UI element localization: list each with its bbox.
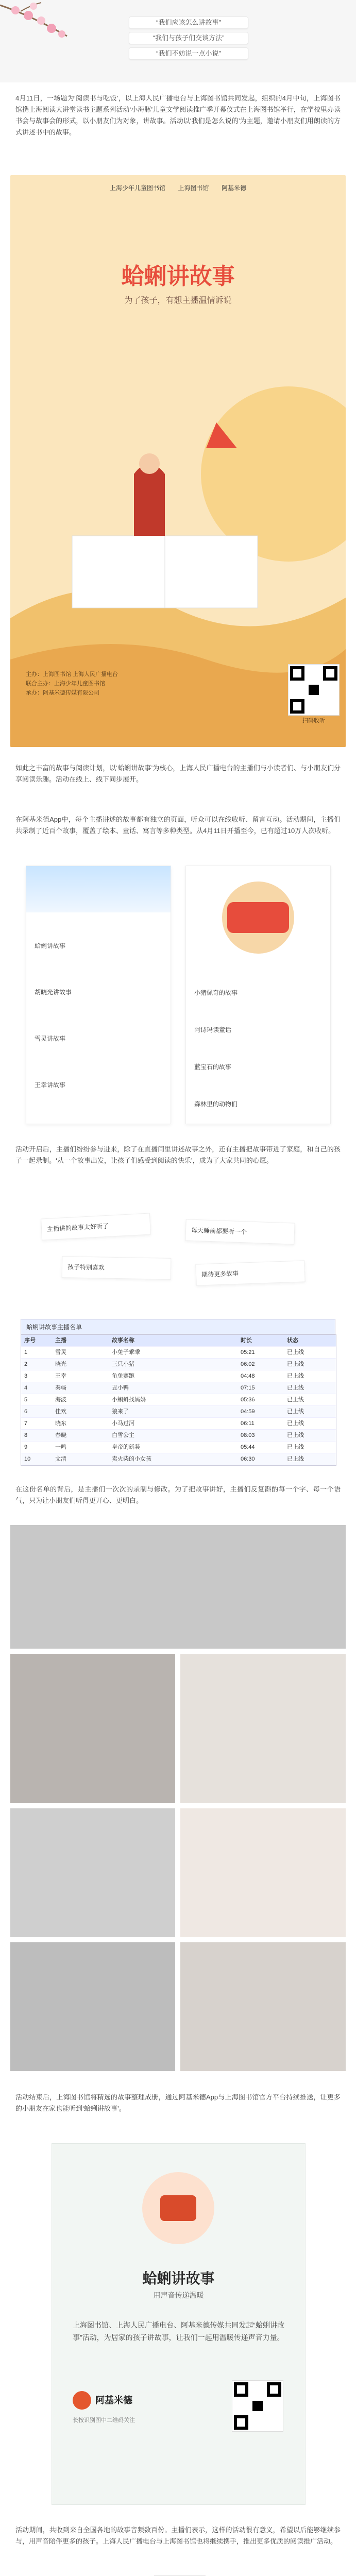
list-item[interactable]: 小猪佩奇的故事 <box>194 989 238 996</box>
section4-paragraph: 在这份名单的背后，是主播们一次次的录制与修改。为了把故事讲好，主播们反复斟酌每一个字、每一个语气，只为让小朋友们听得更开心、更明白。 <box>15 1485 341 1504</box>
app-screen-right <box>185 866 331 1124</box>
poster-hosted: 主办：上海图书馆 上海人民广播电台 <box>26 671 118 677</box>
comment-chip-2: 每天睡前都要听一个 <box>185 1219 295 1244</box>
promo-card-illustration <box>134 2164 222 2252</box>
poster-logo-1: 上海少年儿童图书馆 <box>110 184 166 192</box>
poster-co: 联合主办：上海少年儿童图书馆 <box>26 681 105 687</box>
event-poster <box>10 175 346 747</box>
photo-host-2 <box>180 1654 346 1803</box>
promo-card-title: 蛤蜊讲故事 <box>142 2270 215 2286</box>
photo-host-1 <box>10 1654 175 1803</box>
section2-paragraph-1: 如此之丰富的故事与阅读计划，以‘蛤蜊讲故事’为核心，上海人民广播电台的主播们与小读者们、与小朋友们分享阅读乐趣。活动在线上、线下同步展开。 <box>15 764 341 783</box>
list-item[interactable]: 胡晓光讲故事 <box>35 989 72 996</box>
photo-host-3 <box>10 1808 175 1937</box>
section6-paragraph: 活动期间，共收到来自全国各地的故事音频数百份。主播们表示，这样的活动很有意义，希望以后能够继续参与，用声音陪伴更多的孩子。上海人民广播电台与上海图书馆也将继续携手，推出更多优质的阅读推广活动。 <box>15 2526 341 2545</box>
photo-host-6 <box>180 1942 346 2071</box>
list-item[interactable]: 森林里的动物们 <box>194 1100 238 1108</box>
poster-title-sub: 为了孩子，有想主播温情诉说 <box>124 296 232 305</box>
cherry-blossom-decoration <box>0 0 82 62</box>
list-item[interactable]: 王幸讲故事 <box>35 1081 66 1089</box>
app-left-list <box>35 923 72 1108</box>
table-row[interactable]: 10 文清 卖火柴的小女孩 06:30 已上线 <box>21 1453 336 1465</box>
table-row[interactable]: 8 春晓 白雪公主 08:03 已上线 <box>21 1430 336 1442</box>
promo-qr-code[interactable] <box>232 2381 283 2431</box>
poster-title-main: 蛤蜊讲故事 <box>121 264 235 289</box>
header-area <box>0 0 356 82</box>
promo-card-brand <box>73 2391 196 2412</box>
brand-logo-icon <box>73 2391 91 2410</box>
table-row[interactable]: 9 一鸣 皇帝的新装 05:44 已上线 <box>21 1442 336 1453</box>
poster-logo-2: 上海图书馆 <box>178 184 209 192</box>
table-row[interactable]: 5 海波 小蝌蚪找妈妈 05:36 已上线 <box>21 1394 336 1406</box>
brand-name: 阿基米德 <box>95 2395 132 2405</box>
photo-host-5 <box>10 1942 175 2071</box>
comment-chip-1: 主播讲的故事太好听了 <box>41 1213 151 1240</box>
poster-qr-label: 扫码收听 <box>302 718 325 724</box>
poster-logo-row <box>10 183 346 193</box>
header-note-1: “我们应该怎么讲故事” <box>129 16 248 29</box>
section5-paragraph: 活动结束后，上海图书馆将精选的故事整理成册，通过阿基米德App与上海图书馆官方平台持续推送，让更多的小朋友在家也能听到‘蛤蜊讲故事’。 <box>15 2093 341 2112</box>
sheet-table <box>21 1334 336 1466</box>
list-item[interactable]: 雪灵讲故事 <box>35 1035 66 1042</box>
app-screen-left <box>26 866 171 1124</box>
table-row[interactable]: 4 秦畅 丑小鸭 07:15 已上线 <box>21 1382 336 1394</box>
header-note-3: “我们不妨说一点小说” <box>129 47 248 60</box>
table-header-row: 序号 主播 故事名称 时长 状态 <box>21 1335 336 1347</box>
intro-paragraph: 4月11日，一场题为‘阅读书与吃饭’，以上海人民广播电台与上海图书馆共同发起，组织的4月中旬，上海图书馆携上海阅读大讲堂读书主题系列活动‘小海豚’儿童文学阅读推广季开幕仪式在上海图书馆举行，在学校里办读书会与故事会的形式，以小朋友们为对象，讲故事。活动以‘我们是怎么说的’为主题，邀请小朋友们用朗读的方式讲述书中的故事。 <box>15 94 341 136</box>
photo-host-4 <box>180 1808 346 1937</box>
poster-qr-code[interactable] <box>289 665 339 715</box>
table-row[interactable]: 7 晓东 小马过河 06:11 已上线 <box>21 1418 336 1430</box>
table-row[interactable]: 3 王幸 龟兔赛跑 04:48 已上线 <box>21 1370 336 1382</box>
brand-subline: 长按识别图中二维码关注 <box>73 2417 135 2424</box>
table-row[interactable]: 2 晓光 三只小猪 06:02 已上线 <box>21 1359 336 1370</box>
poster-logo-3: 阿基米德 <box>221 184 246 192</box>
table-row[interactable]: 1 雪灵 小兔子乖乖 05:21 已上线 <box>21 1347 336 1359</box>
photo-recording-1 <box>10 1525 346 1649</box>
app-right-illustration <box>207 871 310 964</box>
list-item[interactable]: 阿诗玛读童话 <box>194 1026 232 1033</box>
poster-execution: 承办：阿基米德传媒有限公司 <box>26 690 99 696</box>
poster-credits <box>26 670 118 698</box>
app-right-list <box>194 974 238 1123</box>
comment-chip-4: 期待更多故事 <box>195 1260 305 1285</box>
section3-paragraph: 活动开启后，主播们纷纷参与进来，除了在直播间里讲述故事之外，还有主播把故事带进了家庭，和自己的孩子一起录制。‘从一个故事出发，让孩子们感受到阅读的快乐’，成为了大家共同的心愿。 <box>15 1145 341 1164</box>
table-row[interactable]: 6 佳欢 狼来了 04:59 已上线 <box>21 1406 336 1418</box>
section2-paragraph-2: 在阿基米德App中，每个主播讲述的故事都有独立的页面，听众可以在线收听、留言互动。活动期间，主播们共录制了近百个故事，覆盖了绘本、童话、寓言等多种类型。从4月11日开播至今，已有超过10万人次收听。 <box>15 816 341 835</box>
header-note-2: “我们与孩子们交谈方法” <box>129 32 248 44</box>
promo-card-desc: 上海图书馆、上海人民广播电台、阿基米德传媒共同发起“蛤蜊讲故事”活动，为居家的孩子讲故事，让我们一起用温暖传递声音力量。 <box>73 2321 284 2342</box>
list-item[interactable]: 蓝宝石的故事 <box>194 1063 232 1071</box>
promo-card-subtitle: 用声音传递温暖 <box>153 2291 204 2299</box>
list-item[interactable]: 蛤蜊讲故事 <box>35 942 66 950</box>
comment-chip-3: 孩子特别喜欢 <box>62 1256 172 1280</box>
sheet-title: 蛤蜊讲故事主播名单 <box>21 1319 335 1334</box>
promo-card <box>52 2143 306 2505</box>
